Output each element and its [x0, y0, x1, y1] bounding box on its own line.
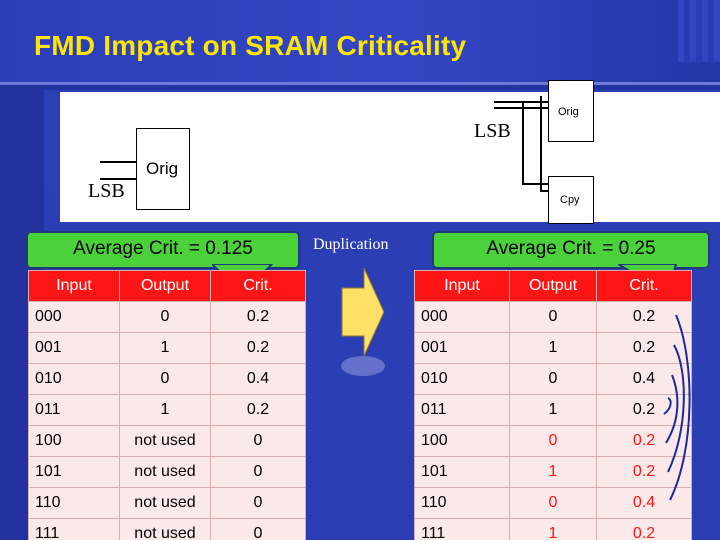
- table-cell: 0: [510, 488, 597, 519]
- table-cell: 1: [510, 395, 597, 426]
- table-cell: 0.4: [211, 364, 306, 395]
- table-cell: 0.2: [597, 333, 692, 364]
- duplication-arrow-icon: [338, 262, 388, 382]
- right-header-crit: Crit.: [597, 271, 692, 302]
- table-cell: 111: [29, 519, 120, 540]
- title-separator: [0, 82, 720, 85]
- table-cell: 111: [415, 519, 510, 540]
- table-cell: 0.2: [211, 395, 306, 426]
- table-row: [29, 426, 306, 457]
- table-cell: 0.2: [597, 302, 692, 333]
- lsb-label-right: LSB: [474, 120, 511, 142]
- table-row: [29, 333, 306, 364]
- table-cell: 0.4: [597, 364, 692, 395]
- table-row: [29, 395, 306, 426]
- mapping-arc: [670, 315, 690, 500]
- table-row: [29, 302, 306, 333]
- table-cell: 100: [29, 426, 120, 457]
- orig-label-left: Orig: [146, 159, 179, 178]
- table-cell: 0.2: [597, 426, 692, 457]
- table-cell: 110: [29, 488, 120, 519]
- table-cell: 011: [415, 395, 510, 426]
- table-cell: 101: [415, 457, 510, 488]
- wire-right-3: [522, 183, 548, 185]
- table-cell: 001: [415, 333, 510, 364]
- table-cell: 0: [510, 426, 597, 457]
- copy-label-right: Cpy: [560, 194, 580, 206]
- left-criticality-table: [28, 270, 306, 540]
- left-header-output: Output: [120, 271, 211, 302]
- table-cell: 000: [415, 302, 510, 333]
- table-cell: 0: [510, 302, 597, 333]
- orig-label-right: Orig: [558, 106, 579, 118]
- slide-title: FMD Impact on SRAM Criticality: [34, 30, 467, 61]
- left-header-crit: Crit.: [211, 271, 306, 302]
- average-crit-left-text: Average Crit. = 0.125: [73, 238, 253, 259]
- right-header-output: Output: [510, 271, 597, 302]
- table-cell: 0: [211, 519, 306, 540]
- table-cell: 1: [510, 333, 597, 364]
- corner-decoration: [678, 0, 720, 62]
- average-crit-right-text: Average Crit. = 0.25: [486, 238, 656, 259]
- wire-left-top: [100, 161, 136, 163]
- table-cell: 1: [510, 519, 597, 540]
- table-cell: 0.2: [597, 519, 692, 540]
- table-cell: 1: [510, 457, 597, 488]
- table-cell: not used: [120, 426, 211, 457]
- table-cell: 0.4: [597, 488, 692, 519]
- wire-right-4: [540, 190, 548, 192]
- table-cell: 1: [120, 395, 211, 426]
- table-cell: 0.2: [211, 333, 306, 364]
- table-cell: not used: [120, 488, 211, 519]
- right-header-input: Input: [415, 271, 510, 302]
- table-row: [29, 519, 306, 540]
- duplication-label: Duplication: [313, 236, 389, 253]
- table-cell: 000: [29, 302, 120, 333]
- table-cell: 101: [29, 457, 120, 488]
- wire-right-v1: [522, 101, 524, 183]
- table-cell: 0: [211, 426, 306, 457]
- wire-right-v2: [540, 96, 542, 192]
- table-cell: 0: [211, 457, 306, 488]
- lsb-label-left: LSB: [88, 180, 125, 202]
- table-cell: 0.2: [211, 302, 306, 333]
- table-cell: 0.2: [597, 395, 692, 426]
- table-cell: 1: [120, 333, 211, 364]
- mapping-arcs: [640, 300, 700, 530]
- table-cell: 0: [120, 302, 211, 333]
- table-cell: 0: [510, 364, 597, 395]
- table-cell: 010: [29, 364, 120, 395]
- table-cell: 0: [120, 364, 211, 395]
- table-cell: 0.2: [597, 457, 692, 488]
- table-cell: not used: [120, 457, 211, 488]
- table-cell: 011: [29, 395, 120, 426]
- table-cell: 100: [415, 426, 510, 457]
- table-cell: 001: [29, 333, 120, 364]
- table-cell: 010: [415, 364, 510, 395]
- left-header-input: Input: [29, 271, 120, 302]
- mapping-arc: [664, 398, 671, 414]
- table-row: [29, 457, 306, 488]
- table-cell: not used: [120, 519, 211, 540]
- table-row: [29, 488, 306, 519]
- table-row: [29, 364, 306, 395]
- table-cell: 0: [211, 488, 306, 519]
- mapping-arc: [668, 345, 684, 472]
- table-cell: 110: [415, 488, 510, 519]
